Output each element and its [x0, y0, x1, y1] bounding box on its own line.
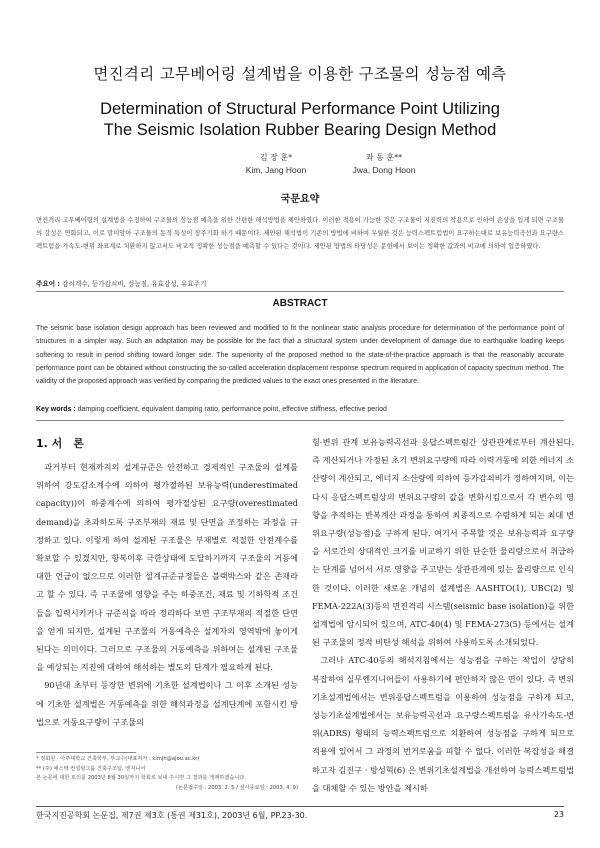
title-korean: 면진격리 고무베어링 설계법을 이용한 구조물의 성능점 예측 — [93, 65, 507, 83]
footnote-divider — [36, 752, 136, 753]
author-2-name-en: Jwa, Dong Hoon — [352, 165, 416, 175]
author-1-name-ko: 김 장 훈* — [259, 153, 293, 162]
footnote: * 정회원 · 아주대학교 건축학부, 부교수(대표저자 : kimjh@ajou.ac.kr) — [36, 756, 200, 762]
body-paragraph: 과거부터 현재까지의 설계규준은 안전하고 경제적인 구조물의 설계를 위하여 강도감소계수에 의하여 평가절하된 보유능력(underestimated capacity))이 하중계수에 의하여 평가절상된 요구량(overestimated demand)을 초과하도록 구조부재의 재료 및 단면을 조정하는 과정을 규정하고 있다. 이렇게 하여 설계된 구조물은 부재별로 적절한 안전계수를 확보할 수 있겠지만, 항복이후 극한상태에 도달하기까지 구조물의 거동에 대한 언급이 없으므로 이러한 설계규준규정들은 블랙박스와 같은 존재라고 할 수 있다. 즉 구조물에 영향을 주는 하중조건, 재료 및 기하학적 조건들을 입력시키거나 규준식을 따라 정리하다 보면 구조부재의 적절한 단면을 얻게 되지만, 설계된 구조물의 거동예측은 설계자의 영역밖에 놓이게 된다는 의미이다. 그러므로 구조물의 거동예측을 위하여는 설계된 구조물을 예상되는 지진에 대하여 해석하는 별도의 단계가 필요하게 된다. — [36, 462, 298, 673]
footnotes — [36, 755, 298, 793]
divider — [36, 420, 564, 421]
author-2 — [324, 152, 444, 175]
title-english-line1: Determination of Structural Performance Point Utilizing — [100, 100, 500, 118]
abstract-ko: 면진격리 고무베어링의 설계법을 수정하여 구조물의 성능점 예측을 위한 간편한 해석방법을 제안하였다. 이러한 적용이 가능한 것은 구조물이 지진력의 작용으로 인하여 손상을 입게 되면 구조물의 강성은 연화되고, 이로 말미암아 구조물의 동적 특성이 장주기화 하기 때문이다. 제안된 해석법이 기존의 방법에 비하여 우월한 것은 능력스펙트럼법이 요구하는대로 보유능력곡선과 요구량스펙트럼을 가속도-변위 좌표계로 치환하지 않고서도 비교적 정확한 성능점을 예측할 수 있다는 것이다. 제안된 방법의 타당성은 문헌에서 보이는 정확한 값과의 비교에 의하여 입증하였다. — [36, 217, 564, 251]
abstract-ko-heading: 국문요약 — [280, 194, 320, 205]
page-number: 23 — [553, 810, 564, 819]
author-1 — [216, 152, 336, 175]
body-paragraph: 90년대 초부터 등장한 변위에 기초한 설계법이나 그 이후 소개된 성능에 기초한 설계법은 거동예측을 위한 해석과정을 설계단계에 포함시킨 방법으로 거동요구량이 구조물의 — [36, 680, 298, 727]
keywords-ko-text: 감쇠계수, 등가감쇠비, 성능점, 유효강성, 유효주기 — [62, 280, 207, 288]
body-column-left — [36, 436, 298, 731]
body-paragraph: 힘-변위 관계 보유능력곡선과 응답스펙트럼간 상관관계로부터 계산된다. 즉 계산되거나 가정된 초기 변위요구량에 따라 이력거동에 의한 에너지 소산량이 계산되고, 에너지 소산량에 의하여 등가감쇠비가 정하여지며, 이는 다시 응답스펙트럼상의 변위요구량의 값을 변화시킴으로서 각 변수의 영향을 추적하는 반복계산 과정을 통하여 최종적으로 수렴하게 되는 최대 변위요구량(성능점)을 구하게 된다. 여기서 주목할 것은 보유능력과 요구량을 서로간의 상대적인 크기를 비교하기 위한 단순한 물리량으로서 취급하는 단계를 넘어서 서로 영향을 주고받는 상관관계에 있는 물리량으로 인식한 것이다. 이러한 새로운 개념의 설계법은 AASHTO(1), UBC(2) 및 FEMA-222A(3)등의 면진격리 시스템(seismic base isolation)을 위한 설계법에 암시되어 있으며, ATC-40(4) 및 FEMA-273(5) 등에서는 설계된 구조물의 정적 비탄성 해석을 위하여 사용하도록 소개되었다. — [312, 437, 574, 648]
keywords-ko-label: 주요어 : — [36, 280, 61, 288]
footnote: 본 논문에 대한 토의를 2003년 8월 30일까지 학회로 보내 주시면 그 결과를 게재하겠습니다. — [36, 775, 246, 781]
body-paragraph: 그러나 ATC-40등의 해석지침에서는 성능점을 구하는 작업이 상당히 복잡하여 실무엔지니어들이 사용하기에 편안하지 않은 면이 있다. 즉 변위기초설계법에서는 변위응답스펙트럼을 이용하여 성능점을 구하게 되고, 성능기초설계법에서는 보유능력곡선과 요구량스펙트럼을 유사가속도-변위(ADRS) 형태의 능력스펙트럼으로 치환하여 성능점을 구하게 되므로 적용에 있어서 그 과정의 번거로움을 피할 수 없다. 이러한 복잡성을 해결하고자 김진구 · 방성혁(6) 은 변위기초설계법을 개선하여 능력스펙트럼법을 대체할 수 있는 방안을 제시하 — [312, 655, 574, 793]
journal-citation: 한국지진공학회 논문집, 제7권 제3호 (통권 제31호), 2003년 6월, PP.23-30. — [36, 811, 308, 820]
page-footer — [36, 810, 564, 821]
abstract-en: The seismic base isolation design approach has been reviewed and modified to fit the nonlinear static analysis procedure for determination of the performance point of structures in a simpler way. Such an adaptation may be possible for the fact that a structural system under development of damage due to earthquake loading keeps softening to result in period shifting toward longer side. The superiority of the proposed method to the state-of-the-practice approach is that the reasonably accurate performance point can be obtained without constructing the so-called acceleration displacement response spectrum required in application of capacity spectrum method. The validity of the proposed approach was verified by comparing the predicted values to the exact ones presented in the literature. — [36, 325, 564, 386]
author-2-name-ko: 좌 동 훈** — [365, 153, 403, 162]
divider — [36, 291, 564, 292]
footnote: ** (주) 예스텍 컨설팅그룹 건축구조팀, 엔지니어 — [36, 765, 146, 772]
footer-divider — [36, 806, 564, 807]
footnote: (논문접수일 : 2003. 2. 5 / 심사종료일 : 2003. 4. 9) — [175, 784, 298, 791]
keywords-en-label: Key words : — [36, 406, 76, 413]
keywords-en-text: damping coefficient, equivalent damping ratio, performance point, effective stiffness, effective period — [77, 406, 387, 413]
keywords-ko — [36, 278, 564, 288]
abstract-en-heading: ABSTRACT — [272, 298, 328, 309]
body-column-right — [312, 433, 574, 797]
keywords-en — [36, 406, 564, 413]
title-english-line2: The Seismic Isolation Rubber Bearing Design Method — [103, 121, 497, 139]
author-1-name-en: Kim, Jang Hoon — [245, 165, 307, 175]
section-heading: 1. 서 론 — [36, 437, 84, 450]
